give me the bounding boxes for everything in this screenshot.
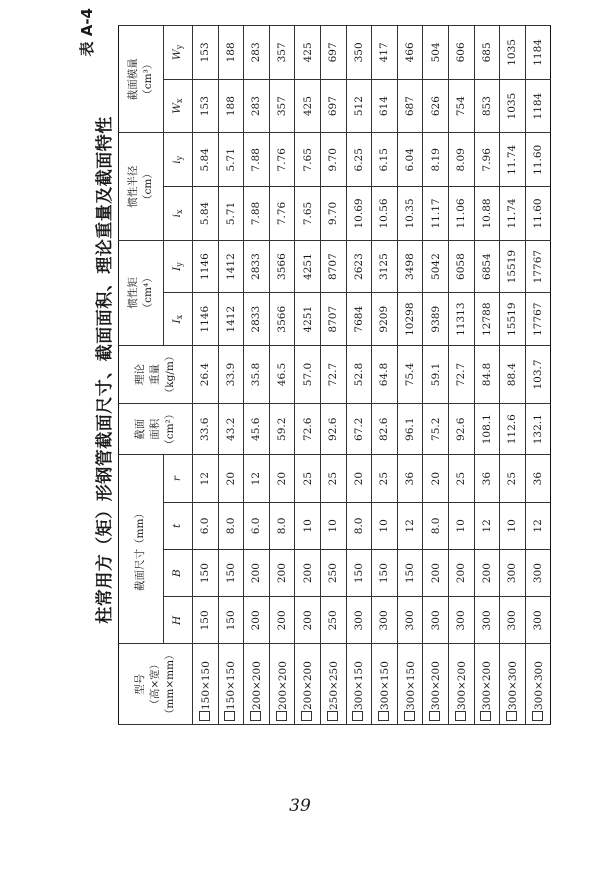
square-tube-icon — [455, 711, 466, 721]
cell-Wx: 1184 — [525, 79, 551, 133]
cell-iy: 7.96 — [474, 133, 500, 187]
cell-Wx: 754 — [448, 79, 474, 133]
square-tube-icon — [224, 711, 235, 721]
cell-Ix: 9209 — [372, 293, 398, 346]
cell-weight: 59.1 — [423, 346, 449, 404]
square-tube-icon — [276, 711, 287, 721]
cell-t: 6.0 — [244, 502, 270, 549]
cell-weight: 57.0 — [295, 346, 321, 404]
square-tube-icon — [480, 711, 491, 721]
square-tube-icon — [506, 711, 517, 721]
cell-t: 10 — [448, 502, 474, 549]
header-weight: 理论 重量 （kg/m） — [119, 346, 193, 404]
table-row — [193, 26, 219, 725]
header-Iy: $I_y$ — [164, 240, 193, 293]
cell-r: 36 — [474, 455, 500, 502]
table-row — [295, 26, 321, 725]
cell-B: 150 — [218, 550, 244, 597]
cell-Ix: 12788 — [474, 293, 500, 346]
cell-iy: 7.65 — [295, 133, 321, 187]
cell-area: 43.2 — [218, 403, 244, 455]
cell-iy: 8.09 — [448, 133, 474, 187]
cell-ix: 7.76 — [269, 187, 295, 241]
square-tube-icon — [327, 711, 338, 721]
cell-weight: 88.4 — [500, 346, 526, 404]
cell-Iy: 17767 — [525, 240, 551, 293]
section-properties-table — [118, 25, 551, 725]
cell-ix: 11.74 — [500, 187, 526, 241]
cell-B: 150 — [397, 550, 423, 597]
cell-t: 12 — [474, 502, 500, 549]
cell-t: 8.0 — [346, 502, 372, 549]
cell-H: 250 — [320, 597, 346, 644]
table-row — [474, 26, 500, 725]
cell-t: 12 — [397, 502, 423, 549]
cell-weight: 84.8 — [474, 346, 500, 404]
cell-Iy: 4251 — [295, 240, 321, 293]
cell-Ix: 7684 — [346, 293, 372, 346]
cell-area: 67.2 — [346, 403, 372, 455]
cell-r: 25 — [372, 455, 398, 502]
cell-model: 300×150 — [372, 644, 398, 725]
cell-Wx: 153 — [193, 79, 219, 133]
cell-B: 200 — [244, 550, 270, 597]
cell-ix: 7.65 — [295, 187, 321, 241]
cell-Wy: 188 — [218, 26, 244, 80]
cell-H: 200 — [269, 597, 295, 644]
cell-H: 150 — [193, 597, 219, 644]
header-radius: 惯性半径 （cm） — [119, 133, 164, 240]
table-row — [346, 26, 372, 725]
cell-B: 250 — [320, 550, 346, 597]
cell-ix: 7.88 — [244, 187, 270, 241]
cell-Wx: 853 — [474, 79, 500, 133]
header-Ix: $I_x$ — [164, 293, 193, 346]
cell-ix: 10.88 — [474, 187, 500, 241]
cell-Ix: 8707 — [320, 293, 346, 346]
header-r: r — [164, 455, 193, 502]
square-tube-icon — [532, 711, 543, 721]
cell-area: 59.2 — [269, 403, 295, 455]
cell-Wy: 350 — [346, 26, 372, 80]
cell-Iy: 8707 — [320, 240, 346, 293]
cell-area: 92.6 — [320, 403, 346, 455]
table-row — [244, 26, 270, 725]
cell-Iy: 3498 — [397, 240, 423, 293]
table-number: 表 A-4 — [78, 8, 96, 57]
cell-r: 20 — [346, 455, 372, 502]
cell-Wx: 1035 — [500, 79, 526, 133]
cell-Wy: 425 — [295, 26, 321, 80]
cell-area: 72.6 — [295, 403, 321, 455]
cell-ix: 10.35 — [397, 187, 423, 241]
cell-Ix: 10298 — [397, 293, 423, 346]
cell-weight: 72.7 — [448, 346, 474, 404]
cell-H: 300 — [500, 597, 526, 644]
cell-r: 25 — [320, 455, 346, 502]
header-ix: $i_x$ — [164, 187, 193, 241]
header-iy: $i_y$ — [164, 133, 193, 187]
cell-Iy: 2833 — [244, 240, 270, 293]
cell-ix: 11.60 — [525, 187, 551, 241]
square-tube-icon — [429, 711, 440, 721]
header-Wx: $W_x$ — [164, 79, 193, 133]
square-tube-icon — [352, 711, 363, 721]
cell-Wy: 697 — [320, 26, 346, 80]
cell-Iy: 6058 — [448, 240, 474, 293]
cell-model: 300×200 — [448, 644, 474, 725]
square-tube-icon — [199, 711, 210, 721]
cell-ix: 5.71 — [218, 187, 244, 241]
cell-r: 20 — [218, 455, 244, 502]
cell-iy: 7.76 — [269, 133, 295, 187]
cell-area: 33.6 — [193, 403, 219, 455]
cell-ix: 9.70 — [320, 187, 346, 241]
cell-Wx: 512 — [346, 79, 372, 133]
header-inertia: 惯性矩 （cm⁴） — [119, 240, 164, 345]
cell-model: 300×200 — [423, 644, 449, 725]
cell-B: 150 — [346, 550, 372, 597]
table-row — [269, 26, 295, 725]
cell-model: 300×300 — [525, 644, 551, 725]
cell-t: 10 — [500, 502, 526, 549]
cell-iy: 5.84 — [193, 133, 219, 187]
cell-area: 96.1 — [397, 403, 423, 455]
cell-r: 12 — [193, 455, 219, 502]
cell-weight: 35.8 — [244, 346, 270, 404]
cell-H: 150 — [218, 597, 244, 644]
cell-B: 200 — [295, 550, 321, 597]
cell-Wx: 697 — [320, 79, 346, 133]
cell-r: 20 — [269, 455, 295, 502]
cell-area: 92.6 — [448, 403, 474, 455]
header-t: t — [164, 502, 193, 549]
cell-Iy: 3125 — [372, 240, 398, 293]
cell-Ix: 1412 — [218, 293, 244, 346]
cell-H: 300 — [525, 597, 551, 644]
cell-area: 108.1 — [474, 403, 500, 455]
cell-Wy: 606 — [448, 26, 474, 80]
cell-Wx: 626 — [423, 79, 449, 133]
cell-iy: 9.70 — [320, 133, 346, 187]
cell-H: 300 — [346, 597, 372, 644]
header-modulus: 截面模量 （cm³） — [119, 26, 164, 133]
table-row — [423, 26, 449, 725]
cell-model: 300×300 — [500, 644, 526, 725]
table-title: 柱常用方（矩）形钢管截面尺寸、截面面积、理论重量及截面特性 — [95, 116, 115, 624]
table-row — [218, 26, 244, 725]
cell-t: 10 — [295, 502, 321, 549]
table-row — [320, 26, 346, 725]
page-number: 39 — [289, 796, 311, 816]
cell-iy: 7.88 — [244, 133, 270, 187]
cell-model: 300×150 — [397, 644, 423, 725]
cell-t: 8.0 — [269, 502, 295, 549]
cell-Wx: 188 — [218, 79, 244, 133]
cell-Iy: 15519 — [500, 240, 526, 293]
cell-weight: 75.4 — [397, 346, 423, 404]
cell-area: 75.2 — [423, 403, 449, 455]
cell-Wy: 357 — [269, 26, 295, 80]
cell-r: 12 — [244, 455, 270, 502]
square-tube-icon — [378, 711, 389, 721]
square-tube-icon — [404, 711, 415, 721]
cell-t: 10 — [372, 502, 398, 549]
cell-r: 36 — [397, 455, 423, 502]
cell-iy: 11.60 — [525, 133, 551, 187]
cell-t: 8.0 — [218, 502, 244, 549]
cell-Wy: 417 — [372, 26, 398, 80]
cell-model: 150×150 — [218, 644, 244, 725]
cell-Wy: 466 — [397, 26, 423, 80]
cell-iy: 8.19 — [423, 133, 449, 187]
cell-ix: 10.69 — [346, 187, 372, 241]
cell-weight: 26.4 — [193, 346, 219, 404]
cell-t: 10 — [320, 502, 346, 549]
cell-Wx: 283 — [244, 79, 270, 133]
table-row — [500, 26, 526, 725]
table-body — [193, 26, 551, 725]
cell-Ix: 15519 — [500, 293, 526, 346]
cell-weight: 103.7 — [525, 346, 551, 404]
header-area: 截面 面积 （cm²） — [119, 403, 193, 455]
cell-model: 150×150 — [193, 644, 219, 725]
cell-Iy: 1146 — [193, 240, 219, 293]
cell-Ix: 9389 — [423, 293, 449, 346]
cell-t: 8.0 — [423, 502, 449, 549]
square-tube-icon — [250, 711, 261, 721]
cell-B: 200 — [448, 550, 474, 597]
header-dimensions: 截面尺寸（mm） — [119, 455, 164, 644]
cell-B: 200 — [269, 550, 295, 597]
cell-model: 200×200 — [244, 644, 270, 725]
cell-Wy: 685 — [474, 26, 500, 80]
cell-r: 20 — [423, 455, 449, 502]
cell-H: 300 — [372, 597, 398, 644]
table-row — [397, 26, 423, 725]
cell-area: 45.6 — [244, 403, 270, 455]
cell-Wy: 504 — [423, 26, 449, 80]
cell-Wy: 1035 — [500, 26, 526, 80]
cell-iy: 6.04 — [397, 133, 423, 187]
cell-Wx: 357 — [269, 79, 295, 133]
cell-H: 300 — [474, 597, 500, 644]
cell-B: 150 — [372, 550, 398, 597]
cell-model: 250×250 — [320, 644, 346, 725]
cell-B: 150 — [193, 550, 219, 597]
cell-Ix: 3566 — [269, 293, 295, 346]
cell-ix: 11.17 — [423, 187, 449, 241]
cell-weight: 52.8 — [346, 346, 372, 404]
cell-Iy: 5042 — [423, 240, 449, 293]
header-row-main — [119, 26, 164, 725]
cell-Wy: 1184 — [525, 26, 551, 80]
cell-iy: 5.71 — [218, 133, 244, 187]
cell-model: 300×150 — [346, 644, 372, 725]
cell-B: 300 — [525, 550, 551, 597]
cell-Iy: 2623 — [346, 240, 372, 293]
header-model: 型号 （高×宽） （mm×mm） — [119, 644, 193, 725]
cell-Ix: 4251 — [295, 293, 321, 346]
cell-Wx: 687 — [397, 79, 423, 133]
table-row — [448, 26, 474, 725]
header-Wy: $W_y$ — [164, 26, 193, 80]
cell-weight: 72.7 — [320, 346, 346, 404]
cell-Wy: 153 — [193, 26, 219, 80]
cell-iy: 6.15 — [372, 133, 398, 187]
cell-area: 82.6 — [372, 403, 398, 455]
cell-B: 200 — [474, 550, 500, 597]
cell-H: 300 — [397, 597, 423, 644]
cell-weight: 33.9 — [218, 346, 244, 404]
cell-weight: 64.8 — [372, 346, 398, 404]
cell-t: 6.0 — [193, 502, 219, 549]
cell-Wx: 614 — [372, 79, 398, 133]
cell-Ix: 11313 — [448, 293, 474, 346]
cell-model: 300×200 — [474, 644, 500, 725]
cell-area: 112.6 — [500, 403, 526, 455]
cell-B: 200 — [423, 550, 449, 597]
cell-H: 200 — [244, 597, 270, 644]
cell-B: 300 — [500, 550, 526, 597]
cell-area: 132.1 — [525, 403, 551, 455]
cell-H: 300 — [423, 597, 449, 644]
square-tube-icon — [301, 711, 312, 721]
cell-ix: 10.56 — [372, 187, 398, 241]
cell-model: 200×200 — [269, 644, 295, 725]
cell-r: 36 — [525, 455, 551, 502]
cell-Wx: 425 — [295, 79, 321, 133]
cell-H: 200 — [295, 597, 321, 644]
cell-Ix: 2833 — [244, 293, 270, 346]
cell-H: 300 — [448, 597, 474, 644]
cell-weight: 46.5 — [269, 346, 295, 404]
header-H: H — [164, 597, 193, 644]
cell-Iy: 6854 — [474, 240, 500, 293]
cell-r: 25 — [448, 455, 474, 502]
cell-t: 12 — [525, 502, 551, 549]
cell-Iy: 1412 — [218, 240, 244, 293]
cell-model: 200×200 — [295, 644, 321, 725]
header-B: B — [164, 550, 193, 597]
cell-iy: 6.25 — [346, 133, 372, 187]
table-row — [525, 26, 551, 725]
cell-ix: 5.84 — [193, 187, 219, 241]
cell-Ix: 1146 — [193, 293, 219, 346]
cell-Ix: 17767 — [525, 293, 551, 346]
cell-ix: 11.06 — [448, 187, 474, 241]
cell-iy: 11.74 — [500, 133, 526, 187]
cell-Wy: 283 — [244, 26, 270, 80]
cell-Iy: 3566 — [269, 240, 295, 293]
table-row — [372, 26, 398, 725]
cell-r: 25 — [500, 455, 526, 502]
cell-r: 25 — [295, 455, 321, 502]
